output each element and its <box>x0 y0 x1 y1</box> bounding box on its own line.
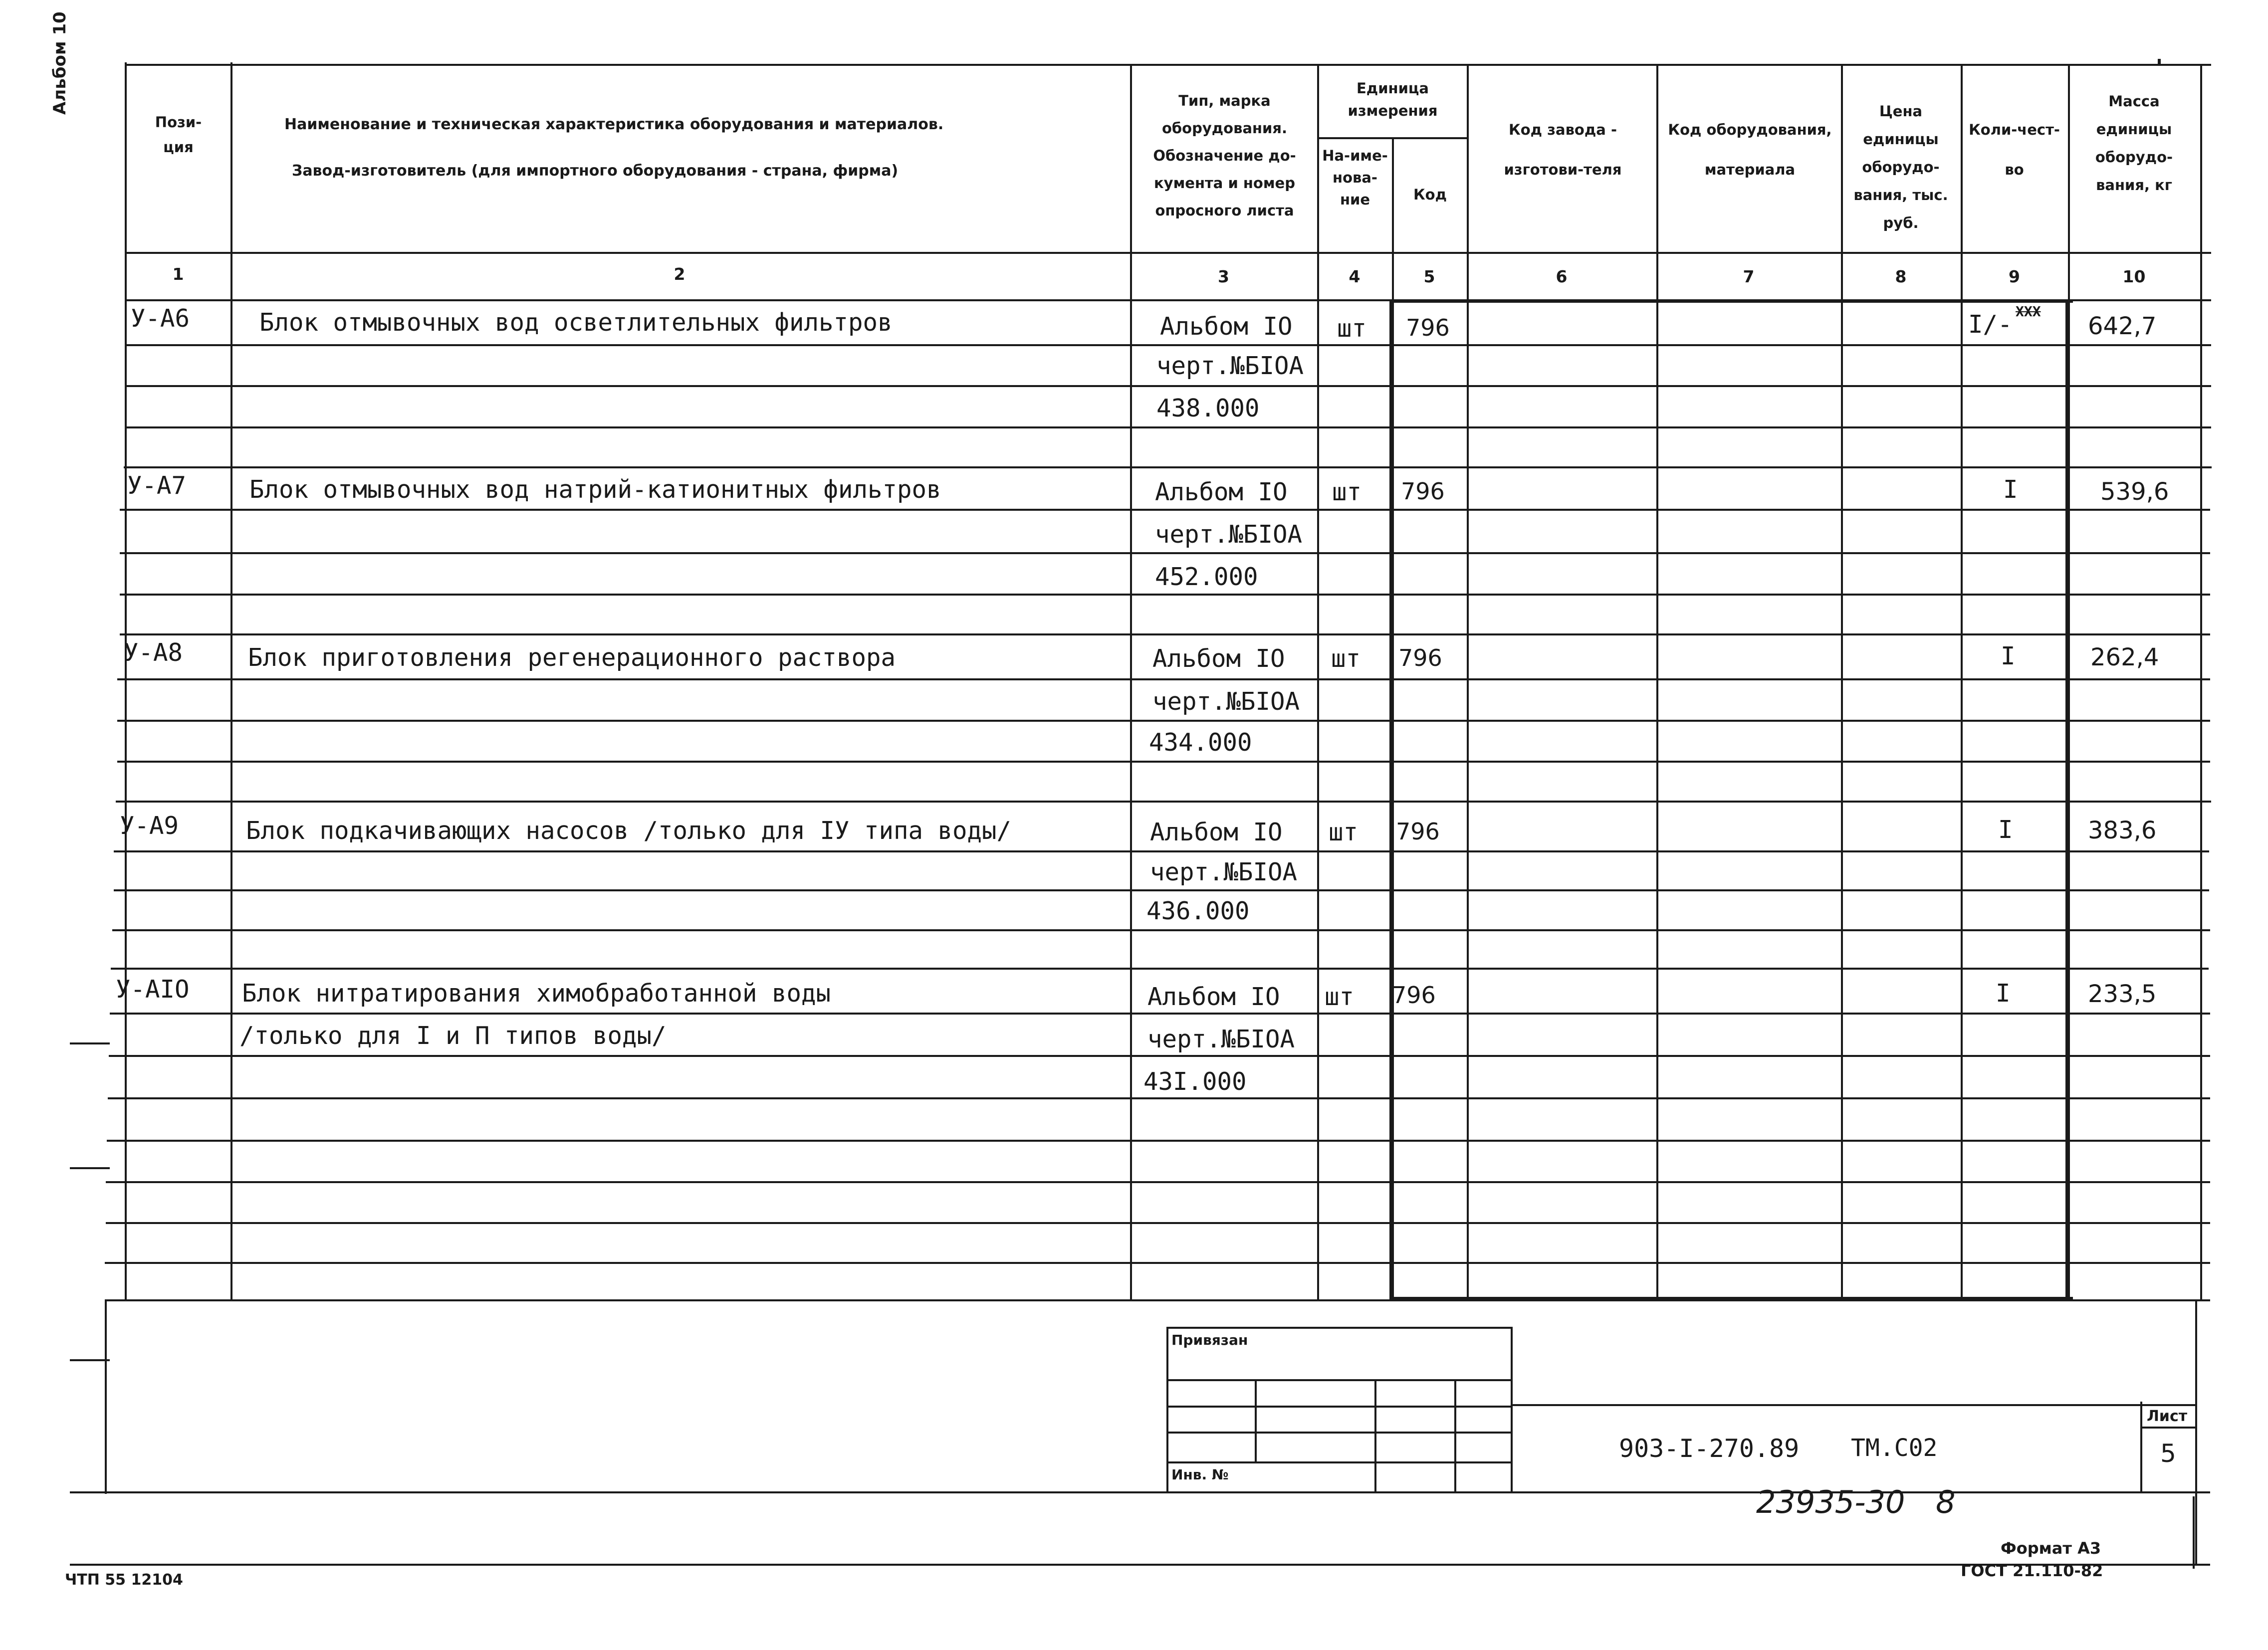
column-number: 10 <box>2122 267 2146 286</box>
header-type: Тип, марка оборудования. Обозначение до-кумента и номер опросного листа <box>1153 92 1296 219</box>
header-unit-name: На-име-нова-ние <box>1322 147 1388 208</box>
row-type-line: 43I.000 <box>1143 1067 1247 1096</box>
album-side-label: Альбом 10 <box>50 11 70 115</box>
row-quantity: I/- <box>1968 310 2013 339</box>
format-label: Формат А3 <box>2001 1539 2101 1558</box>
row-name: Блок приготовления регенерационного раствора <box>248 643 896 672</box>
row-type-line: черт.№БIOA <box>1150 858 1298 886</box>
document-number: 903-I-270.89 <box>1619 1434 1800 1463</box>
row-unit-code: 796 <box>1398 644 1442 671</box>
row-quantity: I <box>2001 642 2016 670</box>
row-type-line: 438.000 <box>1156 394 1260 422</box>
row-unit: шт <box>1332 478 1362 506</box>
header-quantity: Коли-чест-во <box>1969 121 2060 178</box>
row-mass: 642,7 <box>2088 312 2157 340</box>
header-name-line2: Завод-изготовитель (для импортного оборудования - страна, фирма) <box>292 162 899 180</box>
row-unit: шт <box>1329 818 1359 846</box>
column-number: 5 <box>1423 267 1435 286</box>
bound-label: Привязан <box>1171 1332 1248 1348</box>
row-name: Блок отмывочных вод осветлительных фильтров <box>259 308 893 337</box>
row-mass: 233,5 <box>2088 980 2157 1008</box>
row-type-line: 434.000 <box>1149 728 1252 757</box>
row-quantity-struck: XXX <box>2016 303 2041 320</box>
left-code-label: ЧТП 55 12104 <box>65 1571 183 1589</box>
row-position: У-А7 <box>127 471 187 500</box>
row-unit-code: 796 <box>1406 314 1450 341</box>
row-type-line: Альбом IO <box>1155 478 1288 506</box>
row-quantity: I <box>1996 979 2011 1008</box>
column-number: 2 <box>674 264 685 284</box>
row-quantity: I <box>2003 475 2018 504</box>
row-type-line: Альбом IO <box>1152 644 1285 673</box>
column-number: 8 <box>1895 267 1907 286</box>
row-type-line: Альбом IO <box>1150 818 1283 846</box>
header-name-line1: Наименование и техническая характеристика оборудования и материалов. <box>284 116 944 133</box>
column-number: 6 <box>1556 267 1568 286</box>
row-type-line: 452.000 <box>1155 563 1258 591</box>
header-position: Пози- ция <box>155 114 202 156</box>
registration-suffix: 8 <box>1936 1484 1956 1520</box>
row-type-line: черт.№БIOA <box>1156 352 1304 380</box>
row-unit: шт <box>1337 314 1367 343</box>
row-name: Блок нитратирования химобработанной воды <box>242 979 831 1008</box>
row-position: У-А6 <box>131 304 190 333</box>
column-number: 4 <box>1349 267 1361 286</box>
header-unit-mass: Масса единицы оборудо-вания, кг <box>2095 93 2173 194</box>
header-unit-group: Единица измерения <box>1348 80 1438 119</box>
row-unit-code: 796 <box>1392 982 1436 1009</box>
sheet-number: 5 <box>2160 1439 2176 1468</box>
header-factory-code: Код завода - изготови-теля <box>1504 121 1622 178</box>
row-name: Блок подкачивающих насосов /только для IУ типа воды/ <box>246 817 1012 845</box>
column-number: 9 <box>2009 267 2020 286</box>
row-name: /только для I и П типов воды/ <box>239 1022 667 1050</box>
row-quantity: I <box>1998 816 2013 844</box>
row-type-line: Альбом IO <box>1160 312 1293 341</box>
row-position: У-А9 <box>120 812 179 840</box>
gost-label: ГОСТ 21.110-82 <box>1961 1561 2103 1580</box>
row-unit: шт <box>1325 983 1355 1011</box>
row-type-line: черт.№БIOA <box>1147 1025 1295 1053</box>
header-unit-price: Цена единицы оборудо-вания, тыс. руб. <box>1853 103 1948 231</box>
row-unit-code: 796 <box>1401 478 1445 505</box>
header-unit-code: Код <box>1413 186 1447 203</box>
row-mass: 383,6 <box>2088 817 2157 844</box>
row-position: У-АIО <box>116 975 190 1004</box>
document-code: ТМ.С02 <box>1851 1434 1938 1462</box>
row-mass: 262,4 <box>2090 643 2159 671</box>
column-number: 3 <box>1218 267 1229 286</box>
row-type-line: Альбом IO <box>1147 983 1280 1011</box>
row-type-line: черт.№БIOA <box>1152 687 1300 716</box>
header-equipment-code: Код оборудования, материала <box>1668 121 1832 178</box>
row-mass: 539,6 <box>2100 478 2169 506</box>
column-number: 7 <box>1743 267 1755 286</box>
row-type-line: 436.000 <box>1146 897 1250 925</box>
registration-number: 23935-30 <box>1756 1484 1905 1520</box>
row-position: У-А8 <box>124 638 183 667</box>
row-unit-code: 796 <box>1396 818 1440 845</box>
column-number: 1 <box>172 264 184 284</box>
row-unit: шт <box>1331 644 1361 673</box>
row-name: Блок отмывочных вод натрий-катионитных фильтров <box>249 475 941 504</box>
inventory-number-label: Инв. № <box>1171 1466 1229 1483</box>
sheet-label: Лист <box>2147 1408 2188 1425</box>
row-type-line: черт.№БIOA <box>1155 520 1303 549</box>
